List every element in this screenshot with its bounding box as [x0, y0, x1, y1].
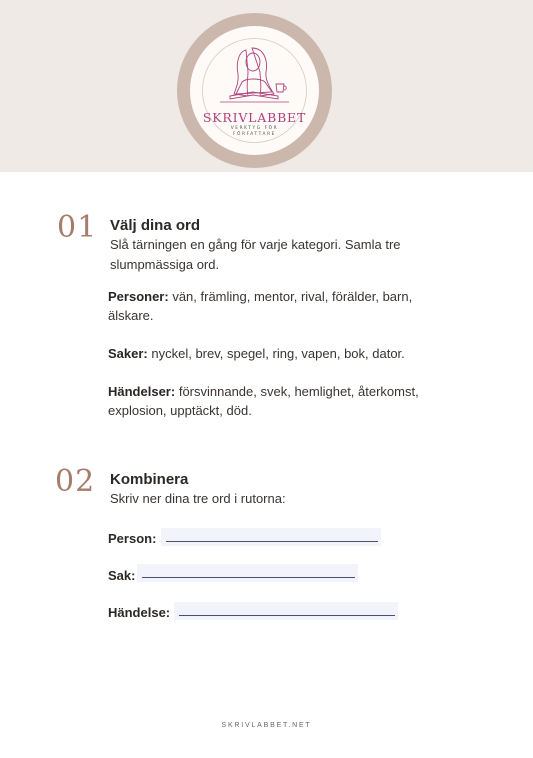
section-description-1-line-2: slumpmässiga ord. — [110, 256, 220, 272]
handelse-field-line — [179, 615, 395, 616]
section-description-2: Skriv ner dina tre ord i rutorna: — [110, 491, 286, 506]
sak-field[interactable] — [137, 564, 358, 582]
category-saker — [108, 344, 453, 363]
logo — [177, 13, 332, 168]
category-text: nyckel, brev, spegel, ring, vapen, bok, dator. — [151, 346, 405, 361]
category-label: Personer: — [108, 289, 169, 304]
person-field-line — [166, 541, 378, 542]
logo-subtitle-line-2: FÖRFATTARE — [232, 131, 276, 137]
category-personer — [108, 287, 453, 325]
logo-subtitle-line-1: VERKTYG FÖR — [230, 126, 279, 131]
section-number-1: 01 — [57, 210, 98, 245]
section-title-2: Kombinera — [110, 471, 189, 488]
logo-badge — [190, 26, 319, 155]
category-text: försvinnande, svek, hemlighet, återkomst, explosion, upptäckt, död. — [108, 384, 419, 418]
handelse-field[interactable] — [174, 602, 398, 620]
sak-field-line — [142, 577, 355, 578]
category-text: vän, främling, mentor, rival, förälder, barn, älskare. — [108, 289, 413, 323]
section-description-1 — [110, 235, 470, 274]
logo-title: SKRIVLABBET — [202, 110, 307, 125]
field-label-sak: Sak: — [108, 568, 136, 583]
person-field[interactable] — [161, 528, 381, 546]
category-handelser — [108, 382, 453, 420]
section-number-2: 02 — [55, 464, 96, 499]
section-description-1-line-1: Slå tärningen en gång för varje kategori. Samla tre — [110, 237, 401, 252]
footer-url: SKRIVLABBET.NET — [221, 722, 312, 729]
section-title-1: Välj dina ord — [110, 217, 201, 234]
field-label-handelse: Händelse: — [108, 605, 171, 620]
field-label-person: Person: — [108, 531, 157, 546]
category-label: Händelser: — [108, 384, 176, 399]
category-label: Saker: — [108, 346, 148, 361]
page-header — [0, 0, 533, 172]
logo-subtitle — [190, 126, 319, 137]
